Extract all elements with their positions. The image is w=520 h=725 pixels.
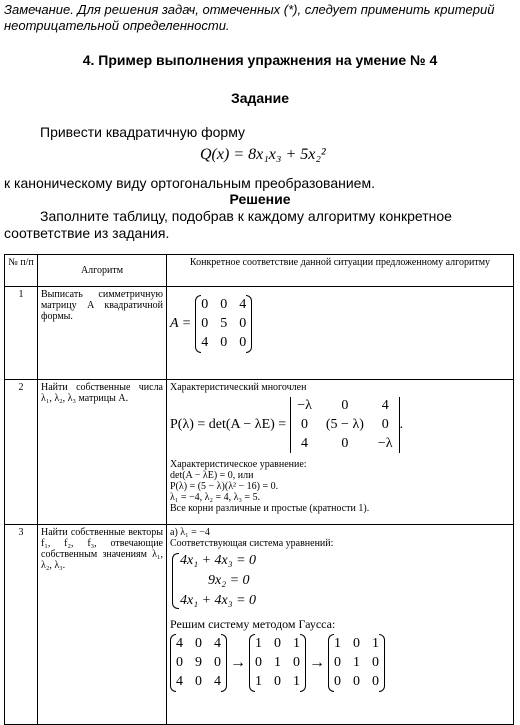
solution-heading: Решение — [229, 191, 291, 207]
note-text: Замечание. Для решения задач, отмеченных (*), следует применить критерий неотрицательной определенности. — [4, 2, 495, 33]
task-heading: Задание — [230, 90, 290, 106]
equation-system: 4x₁ + 4x₃ = 0 9x₂ = 0 4x₁ + 4x₃ = 0 — [170, 551, 256, 611]
task-text: Привести квадратичную форму — [40, 124, 246, 140]
matrix-label: A = — [170, 316, 192, 331]
row-concrete: Характеристический многочлен P(λ) = det(A − λE) = −λ 0 4 0 (5 − λ) 0 4 0 −λ . Характеристическое уравнение: det(A − λE) = 0, или P(λ) = (5 − λ)(λ² − 16) = 0. λ₁ = −4, λ₂ = 4, λ₃ = 5. Все корни различные и простые (кратности 1). — [167, 380, 514, 525]
char-poly-lhs: P(λ) = det(A − λE) = — [170, 417, 287, 432]
table-row — [5, 380, 514, 525]
task-text-continued: к каноническому виду ортогональным преобразованием. — [4, 175, 375, 191]
char-eq-line: det(A − λE) = 0, или — [170, 470, 254, 481]
gauss-title: Решим систему методом Гаусса: — [170, 617, 336, 631]
row-algorithm: Выписать симметричную матрицу A квадратичной формы. — [38, 287, 167, 380]
header-algorithm: Алгоритм — [38, 255, 167, 287]
row-num: 3 — [5, 525, 38, 725]
row-num: 1 — [5, 287, 38, 380]
arrow-icon: → — [230, 654, 246, 671]
char-eq-title: Характеристическое уравнение: — [170, 459, 307, 470]
solution-text: Заполните таблицу, подобрав к каждому алгоритму конкретное соответствие из задания. — [4, 208, 452, 241]
row-concrete — [167, 525, 514, 725]
gauss-matrix-2: 1 0 1 0 1 0 1 0 1 — [249, 634, 306, 692]
det-matrix: −λ 0 4 0 (5 − λ) 0 4 0 −λ — [290, 397, 399, 453]
task-formula: Q(x) = 8x₁x₃ + 5x₂² — [200, 146, 326, 163]
table-row — [5, 287, 514, 380]
table-header-row — [5, 255, 514, 287]
gauss-matrix-1: 4 0 4 0 9 0 4 0 4 — [170, 634, 227, 692]
table-row — [5, 525, 514, 725]
header-concrete: Конкретное соответствие данной ситуации предложенному алгоритму — [167, 255, 514, 287]
matrix-a: 0 0 4 0 5 0 4 0 0 — [195, 295, 252, 353]
char-eq-line: Все корни различные и простые (кратности 1). — [170, 503, 370, 514]
section-title: 4. Пример выполнения упражнения на умение № 4 — [82, 52, 438, 68]
header-num: № п/п — [5, 255, 38, 287]
case-label: а) λ₁ = −4 — [170, 527, 210, 538]
system-title: Соответствующая система уравнений: — [170, 538, 334, 549]
row-num: 2 — [5, 380, 38, 525]
row-concrete — [167, 287, 514, 380]
char-poly-title: Характеристический многочлен — [170, 382, 307, 393]
row-algorithm: Найти собственные числа λ₁, λ₂, λ₃ матрицы A. — [38, 380, 167, 525]
algorithm-table — [4, 254, 514, 725]
gauss-matrix-3: 1 0 1 0 1 0 0 0 0 — [328, 634, 385, 692]
row-algorithm: Найти собственные векторы f₁, f₂, f₃, отвечающие собственным значениям λ₁, λ₂, λ₃. — [38, 525, 167, 725]
char-eq-line: λ₁ = −4, λ₂ = 4, λ₃ = 5. — [170, 492, 261, 503]
arrow-icon: → — [309, 654, 325, 671]
char-eq-line: P(λ) = (5 − λ)(λ² − 16) = 0. — [170, 481, 279, 492]
